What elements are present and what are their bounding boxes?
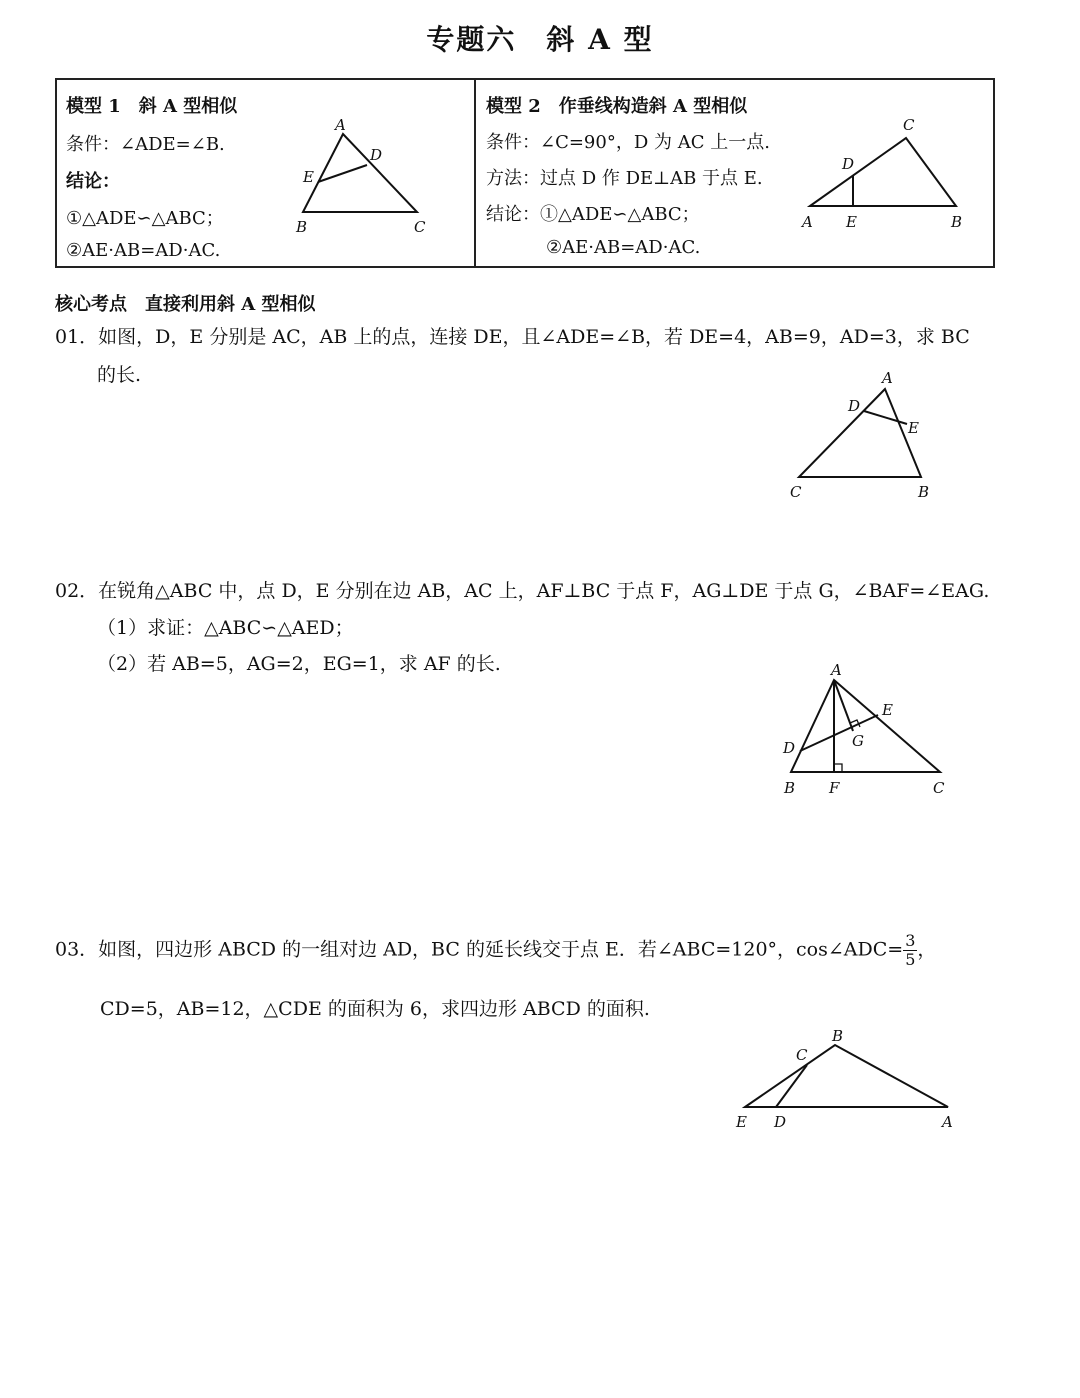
q1-line2: 的长. bbox=[97, 364, 142, 386]
q2-label-b: B bbox=[784, 779, 796, 797]
q1-label-a: A bbox=[882, 369, 893, 387]
q2-right-angle-f bbox=[834, 764, 842, 772]
model2-conclusion-1: 结论：①△ADE∽△ABC； bbox=[486, 204, 700, 225]
model2-method: 方法：过点 D 作 DE⊥AB 于点 E. bbox=[486, 168, 763, 189]
q1-label-e: E bbox=[908, 419, 919, 437]
q1-figure bbox=[780, 365, 940, 505]
q3-fraction-denominator: 5 bbox=[905, 950, 916, 969]
model2-label-d: D bbox=[842, 155, 855, 173]
page-title: 专题六 斜 A 型 bbox=[426, 23, 654, 56]
model1-label-e: E bbox=[303, 168, 314, 186]
q3-line1-end: ， bbox=[917, 938, 937, 961]
q3-line1-text: 03．如图，四边形 ABCD 的一组对边 AD，BC 的延长线交于点 E．若∠ABC=120°，cos∠ADC= bbox=[55, 938, 904, 961]
model1-label-b: B bbox=[296, 218, 308, 236]
q3-fraction-numerator: 3 bbox=[905, 931, 916, 950]
model2-triangle-abc bbox=[810, 138, 956, 206]
q2-label-d: D bbox=[783, 739, 796, 757]
q2-line1: 02．在锐角△ABC 中，点 D，E 分别在边 AB，AC 上，AF⊥BC 于点 F，AG⊥DE 于点 G，∠BAF=∠EAG. bbox=[55, 580, 990, 602]
model2-figure bbox=[796, 112, 971, 232]
model1-label-d: D bbox=[370, 146, 383, 164]
model1-label-a: A bbox=[335, 116, 346, 134]
q1-line1: 01．如图，D，E 分别是 AC，AB 上的点，连接 DE，且∠ADE=∠B，若 DE=4，AB=9，AD=3，求 BC bbox=[55, 326, 970, 348]
model1-triangle-abc bbox=[303, 134, 417, 212]
q3-figure bbox=[730, 1025, 965, 1135]
model1-label-c: C bbox=[414, 218, 426, 236]
q3-label-c: C bbox=[796, 1046, 808, 1064]
q1-label-d: D bbox=[848, 397, 861, 415]
q3-line2: CD=5，AB=12，△CDE 的面积为 6，求四边形 ABCD 的面积. bbox=[100, 998, 650, 1020]
q3-label-d: D bbox=[774, 1113, 787, 1131]
model1-condition: 条件：∠ADE=∠B. bbox=[66, 134, 225, 155]
q3-triangle-eba bbox=[745, 1045, 948, 1107]
model2-label-c: C bbox=[903, 116, 915, 134]
q2-figure bbox=[770, 655, 955, 805]
model1-conclusion-2: ②AE·AB=AD·AC. bbox=[66, 240, 221, 261]
q1-segment-de bbox=[864, 411, 907, 424]
q2-triangle-abc bbox=[791, 680, 940, 772]
model-box-divider bbox=[474, 78, 476, 268]
model1-conclusion-label: 结论： bbox=[66, 171, 120, 192]
model2-label-e: E bbox=[846, 213, 857, 231]
q2-label-e: E bbox=[882, 701, 893, 719]
model2-heading: 模型 2 作垂线构造斜 A 型相似 bbox=[486, 96, 748, 117]
q2-line2: （1）求证：△ABC∽△AED； bbox=[97, 617, 354, 639]
q2-segment-de bbox=[800, 715, 878, 751]
q3-line1 bbox=[55, 932, 936, 969]
q2-line3: （2）若 AB=5，AG=2，EG=1，求 AF 的长. bbox=[97, 653, 501, 675]
model1-conclusion-1: ①△ADE∽△ABC； bbox=[66, 208, 224, 229]
model2-label-a: A bbox=[802, 213, 813, 231]
q3-label-b: B bbox=[832, 1027, 844, 1045]
q2-label-f: F bbox=[829, 779, 840, 797]
q3-segment-dc bbox=[776, 1065, 807, 1107]
q3-label-e: E bbox=[736, 1113, 747, 1131]
model2-label-b: B bbox=[951, 213, 963, 231]
model2-conclusion-2: ②AE·AB=AD·AC. bbox=[546, 237, 701, 258]
q2-label-g: G bbox=[852, 732, 864, 750]
section-heading: 核心考点 直接利用斜 A 型相似 bbox=[55, 294, 316, 315]
q3-label-a: A bbox=[942, 1113, 953, 1131]
q2-label-c: C bbox=[933, 779, 945, 797]
q3-fraction bbox=[903, 932, 917, 969]
q2-label-a: A bbox=[831, 661, 842, 679]
q1-label-c: C bbox=[790, 483, 802, 501]
model2-condition: 条件：∠C=90°，D 为 AC 上一点. bbox=[486, 132, 770, 153]
model1-heading: 模型 1 斜 A 型相似 bbox=[66, 96, 238, 117]
model1-figure bbox=[290, 112, 440, 237]
q1-label-b: B bbox=[918, 483, 930, 501]
